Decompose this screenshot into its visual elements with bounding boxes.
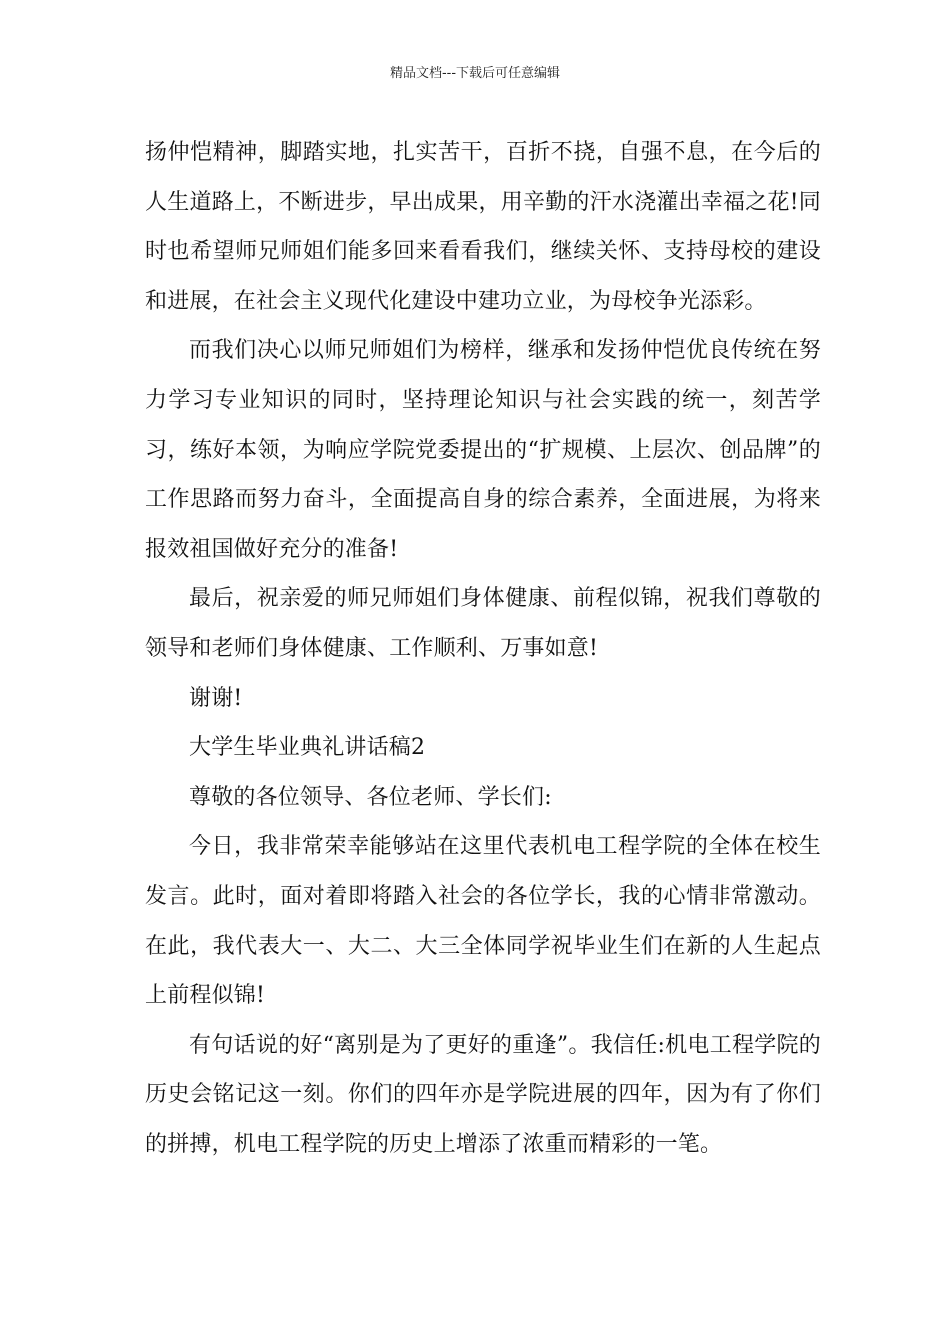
page-header: 精品文档---下载后可任意编辑 bbox=[389, 66, 561, 81]
paragraph: 今日，我非常荣幸能够站在这里代表机电工程学院的全体在校生发言。此时，面对着即将踏入社会的各位学长，我的心情非常激动。在此，我代表大一、大二、大三全体同学祝毕业生们在新的人生起点上前程似锦! bbox=[145, 834, 821, 1009]
section-title: 大学生毕业典礼讲话稿2 bbox=[189, 735, 426, 761]
paragraph: 最后，祝亲爱的师兄师姐们身体健康、前程似锦，祝我们尊敬的领导和老师们身体健康、工作顺利、万事如意! bbox=[145, 586, 821, 661]
document-body bbox=[145, 128, 821, 1169]
paragraph: 而我们决心以师兄师姐们为榜样，继承和发扬仲恺优良传统在努力学习专业知识的同时，坚持理论知识与社会实践的统一，刻苦学习，练好本领，为响应学院党委提出的“扩规模、上层次、创品牌”的工作思路而努力奋斗，全面提高自身的综合素养，全面进展，为将来报效祖国做好充分的准备! bbox=[145, 338, 821, 562]
paragraph-thanks: 谢谢! bbox=[189, 685, 243, 711]
paragraph-continuation: 扬仲恺精神，脚踏实地，扎实苦干，百折不挠，自强不息，在今后的人生道路上，不断进步，早出成果，用辛勤的汗水浇灌出幸福之花!同时也希望师兄师姐们能多回来看看我们，继续关怀、支持母校的建设和进展，在社会主义现代化建设中建功立业，为母校争光添彩。 bbox=[145, 140, 821, 314]
salutation: 尊敬的各位领导、各位老师、学长们: bbox=[189, 784, 552, 810]
paragraph: 有句话说的好“离别是为了更好的重逢”。我信任:机电工程学院的历史会铭记这一刻。你们的四年亦是学院进展的四年，因为有了你们的拼搏，机电工程学院的历史上增添了浓重而精彩的一笔。 bbox=[145, 1032, 821, 1157]
